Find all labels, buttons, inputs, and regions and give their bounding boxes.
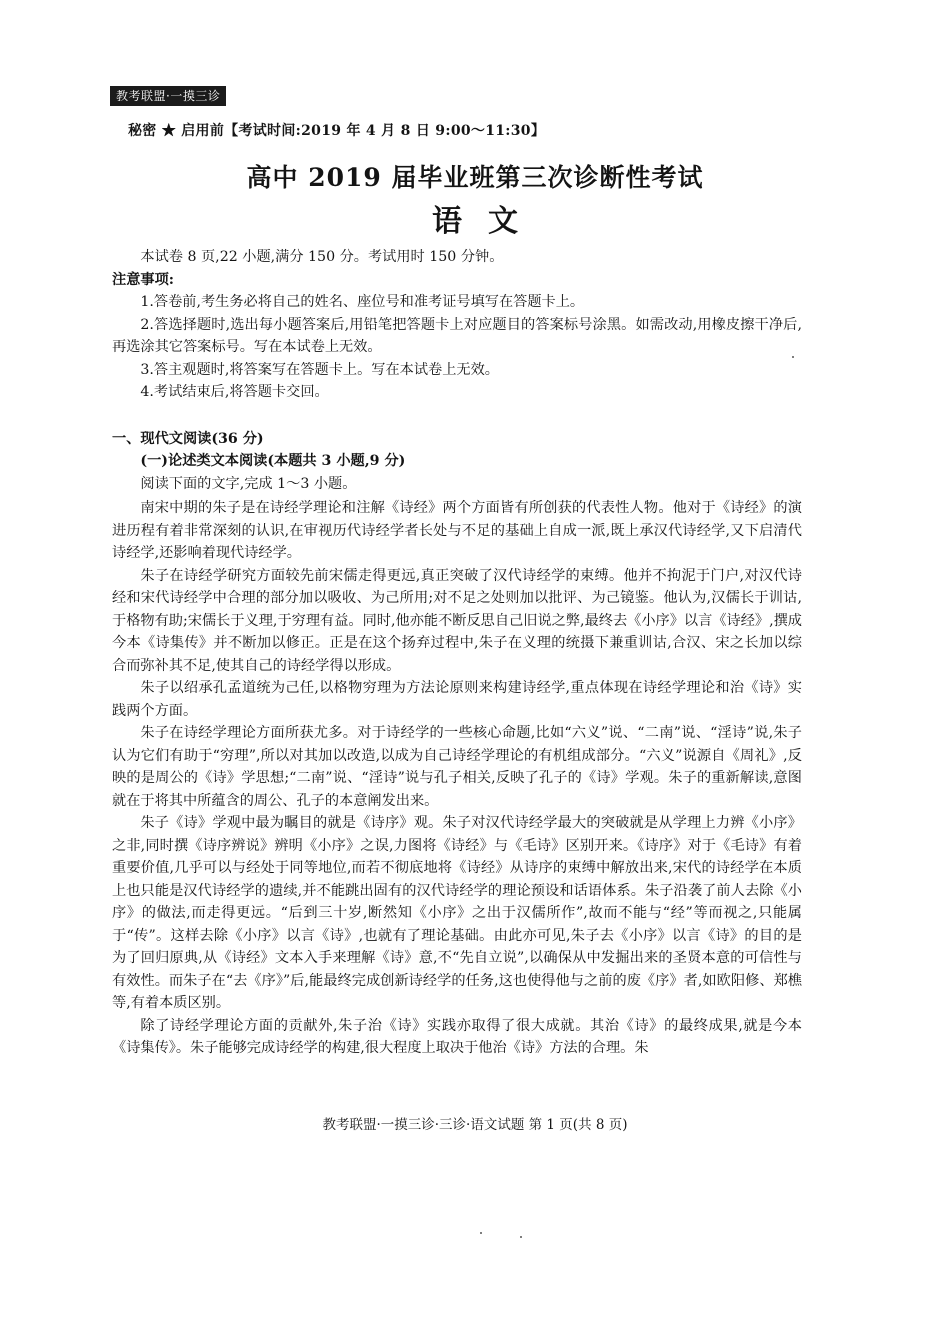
passage-paragraph: 朱子《诗》学观中最为瞩目的就是《诗序》观。朱子对汉代诗经学最大的突破就是从学理上力辨《小序》之非,同时撰《诗序辨说》辨明《小序》之误,力图将《诗经》与《毛诗》区别开来。《诗序》对于《毛诗》有着重要价值,几乎可以与经处于同等地位,而若不彻底地将《诗经》从诗序的束缚中解放出来,宋代的诗经学在本质上也只能是汉代诗经学的遗续,并不能跳出固有的汉代诗经学的理论预设和话语体系。朱子沿袭了前人去除《小序》的做法,而走得更远。“后到三十岁,断然知《小序》之出于汉儒所作”,故而不能与“经”等而视之,只能属于“传”。这样去除《小序》以言《诗》,也就有了理论基础。由此亦可见,朱子去《小序》以言《诗》的目的是为了回归原典,从《诗经》文本入手来理解《诗》意,不“先自立说”,以确保从中发掘出来的圣贤本意的可信性与有效性。而朱子在“去《序》”后,能最终完成创新诗经学的任务,这也使得他与之前的废《序》者,如欧阳修、郑樵等,有着本质区别。: [112, 815, 802, 1011]
exam-content: [112, 246, 802, 1060]
scan-speck: [792, 356, 794, 358]
series-tag: 教考联盟·一摸三诊: [110, 86, 226, 106]
page-footer: 教考联盟·一摸三诊·三诊·语文试题 第 1 页(共 8 页): [322, 1117, 628, 1133]
passage-paragraph: 朱子以绍承孔孟道统为己任,以格物穷理为方法论原则来构建诗经学,重点体现在诗经学理论和治《诗》实践两个方面。: [112, 680, 802, 719]
notes-item: 4.考试结束后,将答题卡交回。: [140, 384, 329, 400]
exam-title: 高中 2019 届毕业班第三次诊断性考试: [246, 163, 704, 192]
subsection-title: (一)论述类文本阅读(本题共 3 小题,9 分): [140, 453, 406, 469]
section-title: 一、现代文阅读(36 分): [112, 430, 264, 447]
passage-paragraph: 朱子在诗经学研究方面较先前宋儒走得更远,真正突破了汉代诗经学的束缚。他并不拘泥于门户,对汉代诗经和宋代诗经学中合理的部分加以吸收、为己所用;对不足之处则加以批评、为己镜鉴。他认为,汉儒长于训诂,于格物有助;宋儒长于义理,于穷理有益。同时,他亦能不断反思自己旧说之弊,最终去《小序》以言《诗经》,撰成今本《诗集传》并不断加以修正。正是在这个扬弃过程中,朱子在义理的统摄下兼重训诂,合汉、宋之长加以综合而弥补其不足,使其自己的诗经学得以形成。: [112, 567, 802, 674]
passage-paragraph: 朱子在诗经学理论方面所获尤多。对于诗经学的一些核心命题,比如“六义”说、“二南”说、“淫诗”说,朱子认为它们有助于“穷理”,所以对其加以改造,以成为自己诗经学理论的有机组成部分。“六义”说源自《周礼》,反映的是周公的《诗》学思想;“二南”说、“淫诗”说与孔子相关,反映了孔子的《诗》学观。朱子的重新解读,意图就在于将其中所蕴含的周公、孔子的本意阐发出来。: [112, 725, 802, 809]
scan-speck: [480, 1232, 482, 1234]
exam-intro: 本试卷 8 页,22 小题,满分 150 分。考试用时 150 分钟。: [140, 249, 504, 265]
confidential-exam-time-line: 秘密 ★ 启用前【考试时间:2019 年 4 月 8 日 9:00～11:30】: [128, 123, 546, 139]
subject-title: 语文: [432, 204, 544, 239]
passage-paragraph: 除了诗经学理论方面的贡献外,朱子治《诗》实践亦取得了很大成就。其治《诗》的最终成果,就是今本《诗集传》。朱子能够完成诗经学的构建,很大程度上取决于他治《诗》方法的合理。朱: [112, 1017, 802, 1056]
notes-item: 2.答选择题时,选出每小题答案后,用铅笔把答题卡上对应题目的答案标号涂黑。如需改动,用橡皮擦干净后,再选涂其它答案标号。写在本试卷上无效。: [112, 316, 802, 355]
scan-speck: [520, 1236, 522, 1238]
notes-item: 3.答主观题时,将答案写在答题卡上。写在本试卷上无效。: [140, 361, 499, 378]
notes-item: 1.答卷前,考生务必将自己的姓名、座位号和准考证号填写在答题卡上。: [140, 294, 585, 310]
passage-paragraph: 南宋中期的朱子是在诗经学理论和注解《诗经》两个方面皆有所创获的代表性人物。他对于《诗经》的演进历程有着非常深刻的认识,在审视历代诗经学者长处与不足的基础上自成一派,既上承汉代诗经学,又下启清代诗经学,还影响着现代诗经学。: [112, 500, 802, 561]
reading-instruction: 阅读下面的文字,完成 1～3 小题。: [140, 475, 357, 492]
notes-heading: 注意事项:: [112, 271, 174, 288]
